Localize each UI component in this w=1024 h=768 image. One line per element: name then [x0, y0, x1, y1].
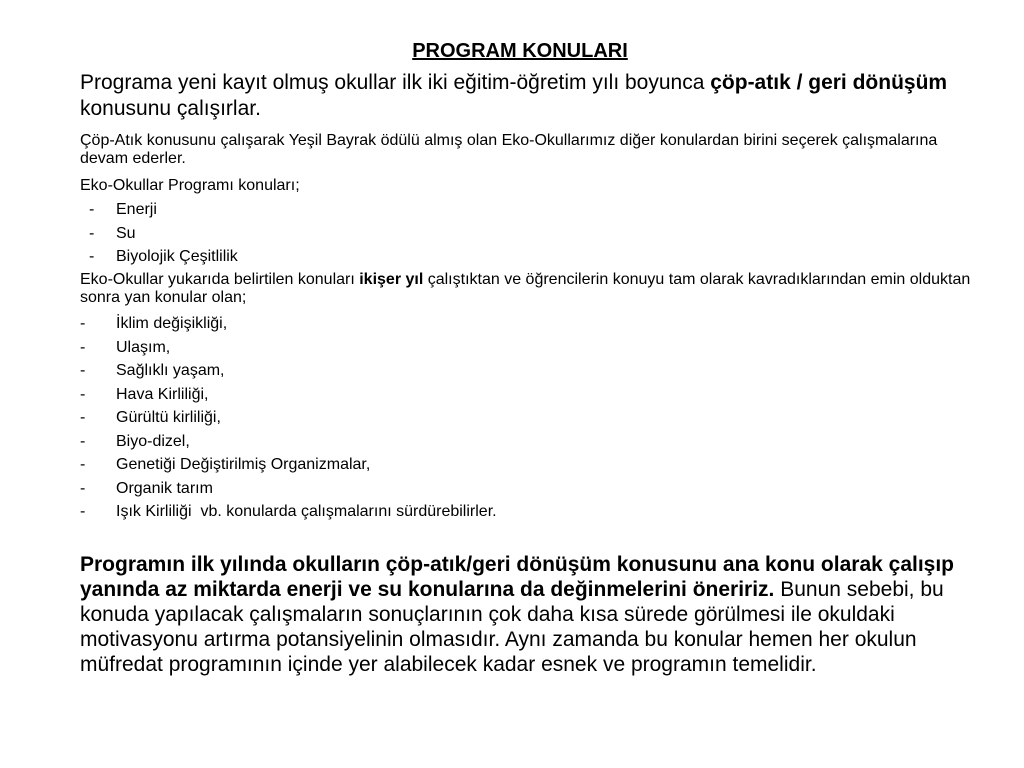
- para3-bold-text: ikişer yıl: [359, 271, 424, 288]
- paragraph-side-topics-intro: [80, 271, 980, 307]
- paragraph-program-topics: Eko-Okullar Programı konuları;: [80, 177, 300, 194]
- list-item: [80, 200, 960, 224]
- list-item: [80, 224, 960, 248]
- list-item: [80, 479, 960, 503]
- dash-bullet: -: [80, 338, 86, 356]
- dash-bullet: -: [89, 201, 95, 218]
- list-item-text: İklim değişikliği,: [116, 315, 228, 332]
- dash-bullet: -: [89, 248, 95, 265]
- para3-text-1: Eko-Okullar yukarıda belirtilen konuları: [80, 271, 360, 288]
- list-item-text: Ulaşım,: [116, 338, 171, 356]
- intro-bold-text: çöp-atık / geri dönüşüm: [710, 71, 948, 94]
- list-item: [80, 338, 960, 362]
- dash-bullet: -: [80, 315, 86, 332]
- dash-bullet: -: [80, 362, 86, 379]
- list-item-text: Su: [116, 224, 136, 242]
- list-item: [80, 314, 960, 338]
- list-item: [80, 247, 960, 271]
- side-topics-list: [80, 314, 960, 526]
- dash-bullet: -: [80, 456, 86, 473]
- list-item: [80, 455, 960, 479]
- list-item: [80, 502, 960, 526]
- page-title: PROGRAM KONULARI: [412, 40, 628, 62]
- dash-bullet: -: [80, 432, 86, 450]
- main-topics-list: [80, 200, 960, 271]
- list-item: [80, 385, 960, 409]
- paragraph-green-flag: Çöp-Atık konusunu çalışarak Yeşil Bayrak ödülü almış olan Eko-Okullarımız diğer konulardan birini seçerek çalışmalarına devam ederler.: [80, 132, 938, 167]
- list-item-text: Biyo-dizel,: [116, 432, 190, 450]
- list-item-text: Organik tarım: [116, 479, 213, 497]
- list-item-text: Hava Kirliliği,: [116, 385, 209, 403]
- list-item: [80, 432, 960, 456]
- para3-text-2: çalıştıktan ve öğrencilerin konuyu tam olarak kavradıklarından emin olduktan sonra yan konular olan;: [80, 271, 971, 306]
- closing-text: Bunun sebebi, bu konuda yapılacak çalışmaların sonuçlarının çok daha kısa sürede görülmesi ile okuldaki motivasyonu artırma potansiyelinin olmasıdır. Aynı zamanda bu konular hemen her okulun müfredat programının içinde yer alabilecek kadar esnek ve programın temelidir.: [80, 578, 944, 676]
- dash-bullet: -: [80, 503, 86, 520]
- list-item-text: Enerji: [116, 201, 157, 218]
- closing-bold-text: Programın ilk yılında okulların çöp-atık/geri dönüşüm konusunu ana konu olarak çalışıp yanında az miktarda enerji ve su konularına da değinmelerini öneririz.: [80, 553, 955, 601]
- list-item-text: Genetiği Değiştirilmiş Organizmalar,: [116, 456, 371, 473]
- list-item: [80, 361, 960, 385]
- intro-text-1: Programa yeni kayıt olmuş okullar ilk iki eğitim-öğretim yılı boyunca: [80, 71, 711, 94]
- dash-bullet: -: [80, 385, 86, 403]
- list-item-text: Işık Kirliliği vb. konularda çalışmalarını sürdürebilirler.: [116, 503, 497, 520]
- list-item-text: Biyolojik Çeşitlilik: [116, 248, 238, 265]
- intro-text-2: konusunu çalışırlar.: [80, 97, 261, 120]
- list-item: [80, 408, 960, 432]
- list-item-text: Sağlıklı yaşam,: [116, 362, 225, 379]
- dash-bullet: -: [80, 479, 86, 497]
- intro-paragraph: [80, 70, 980, 122]
- closing-paragraph: [80, 552, 980, 677]
- dash-bullet: -: [89, 224, 95, 242]
- list-item-text: Gürültü kirliliği,: [116, 409, 221, 426]
- dash-bullet: -: [80, 409, 86, 426]
